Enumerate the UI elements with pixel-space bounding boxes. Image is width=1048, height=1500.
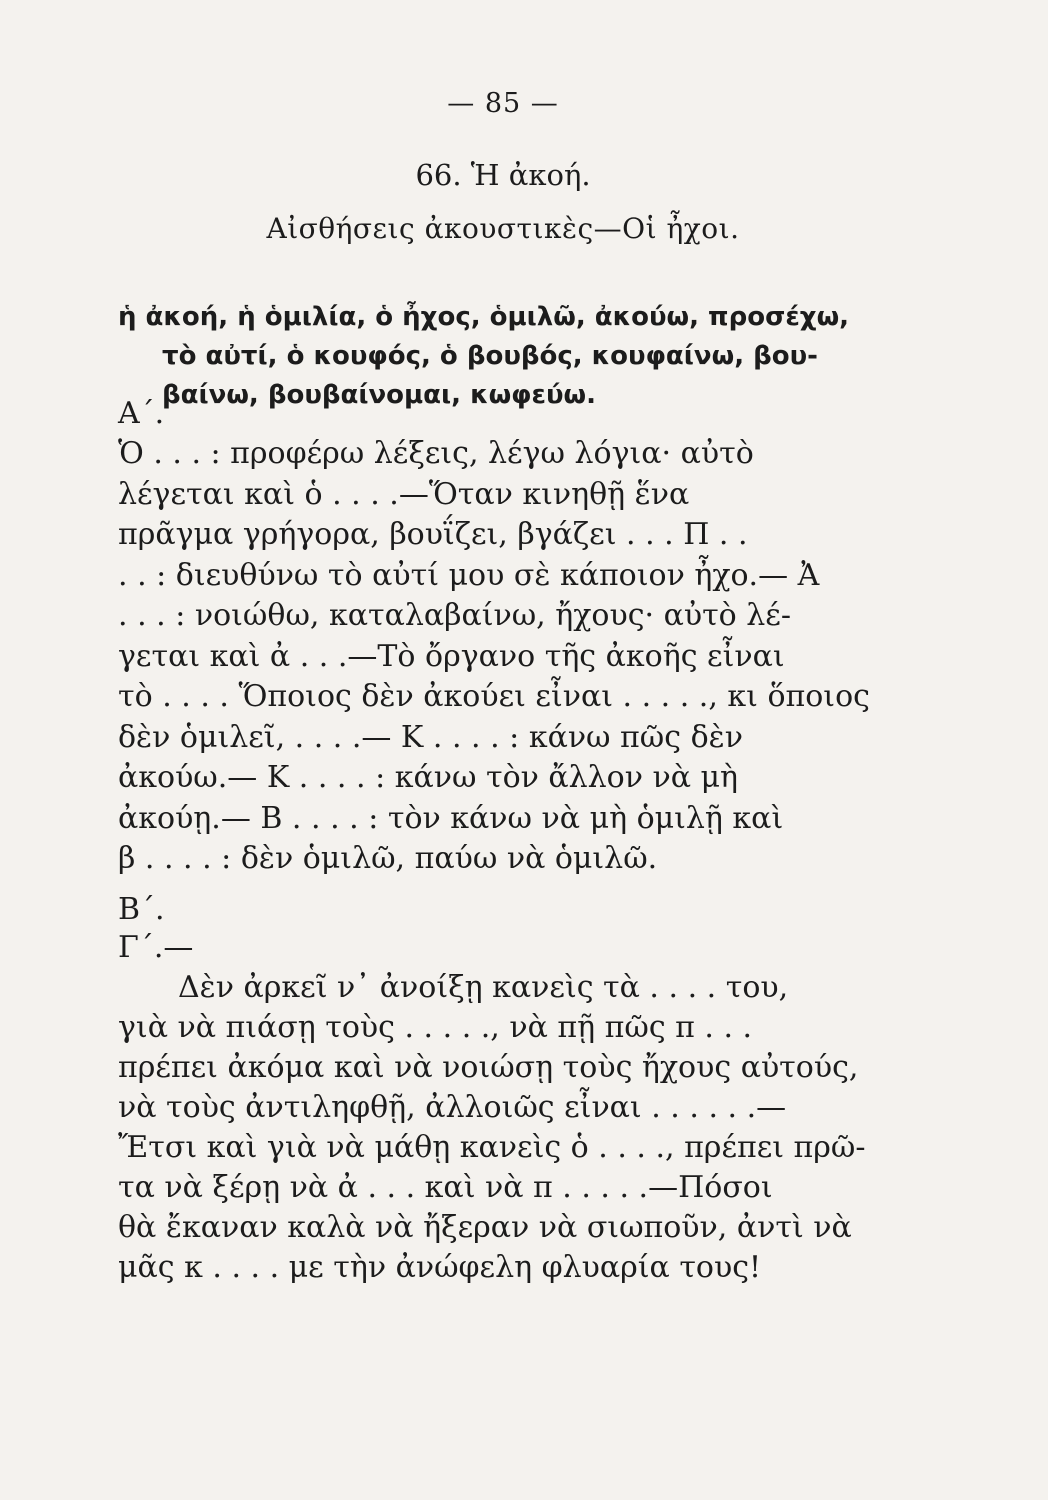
text-line: νὰ τοὺς ἀντιληφθῇ, ἀλλοιῶς εἶναι . . . . . .—: [118, 1090, 787, 1125]
text-line: Δὲν ἀρκεῖ ν᾽ ἀνοίξῃ κανεὶς τὰ . . . . του,: [178, 970, 789, 1005]
lesson-title: 66. Ἡ ἀκοή.: [415, 158, 591, 192]
section-c-label: Γ΄.—: [118, 930, 194, 965]
section-c-text: [118, 968, 888, 1288]
text-line: τὸ . . . . Ὅποιος δὲν ἀκούει εἶναι . . . . ., κι ὅποιος: [118, 679, 870, 714]
text-line: . . . : νοιώθω, καταλαβαίνω, ἤχους· αὐτὸ λέ-: [118, 598, 791, 633]
text-line: . . : διευθύνω τὸ αὐτί μου σὲ κάποιον ἦχο.— Ἀ: [118, 557, 820, 593]
lesson-subtitle: Αἰσθήσεις ἀκουστικὲς—Οἱ ἦχοι.: [266, 212, 740, 245]
section-b-label: Β΄.: [118, 892, 165, 927]
text-line: ἀκούω.— Κ . . . . : κάνω τὸν ἄλλον νὰ μὴ: [118, 760, 739, 795]
text-line: λέγεται καὶ ὁ . . . .—Ὅταν κινηθῇ ἕνα: [118, 476, 690, 512]
text-line: πρέπει ἀκόμα καὶ νὰ νοιώσῃ τοὺς ἤχους αὐτούς,: [118, 1050, 859, 1085]
text-line: β . . . . : δὲν ὁμιλῶ, παύω νὰ ὁμιλῶ.: [118, 841, 658, 876]
text-line: θὰ ἔκαναν καλὰ νὰ ἤξεραν νὰ σιωποῦν, ἀντὶ νὰ: [118, 1210, 852, 1245]
text-line: γεται καὶ ἀ . . .—Τὸ ὄργανο τῆς ἀκοῆς εἶναι: [118, 638, 785, 674]
text-line: μᾶς κ . . . . με τὴν ἀνώφελη φλυαρία τους!: [118, 1250, 762, 1285]
vocabulary-line: βαίνω, βουβαίνομαι, κωφεύω.: [162, 380, 597, 410]
section-a-text: [118, 434, 888, 880]
text-line: πρᾶγμα γρήγορα, βουΐζει, βγάζει . . . Π . .: [118, 517, 748, 552]
section-a-label: Α΄.: [118, 396, 165, 431]
text-line: Ἔτσι καὶ γιὰ νὰ μάθῃ κανεὶς ὁ . . . ., πρέπει πρῶ-: [118, 1130, 866, 1165]
text-line: ἀκούῃ.— Β . . . . : τὸν κάνω νὰ μὴ ὁμιλῇ καὶ: [118, 800, 784, 836]
vocabulary-line: ἡ ἀκοή, ἡ ὁμιλία, ὁ ἦχος, ὁμιλῶ, ἀκούω, προσέχω,: [118, 302, 850, 332]
text-line: γιὰ νὰ πιάσῃ τοὺς . . . . ., νὰ πῇ πῶς π . . .: [118, 1010, 753, 1045]
text-line: τα νὰ ξέρῃ νὰ ἀ . . . καὶ νὰ π . . . . .—Πόσοι: [118, 1170, 773, 1205]
vocabulary-line: τὸ αὐτί, ὁ κουφός, ὁ βουβός, κουφαίνω, βου-: [162, 341, 818, 371]
page-number: — 85 —: [447, 88, 559, 119]
text-line: Ὁ . . . : προφέρω λέξεις, λέγω λόγια· αὐτὸ: [118, 436, 754, 471]
text-line: δὲν ὁμιλεῖ, . . . .— Κ . . . . : κάνω πῶς δὲν: [118, 719, 743, 755]
book-page: [118, 0, 888, 1500]
